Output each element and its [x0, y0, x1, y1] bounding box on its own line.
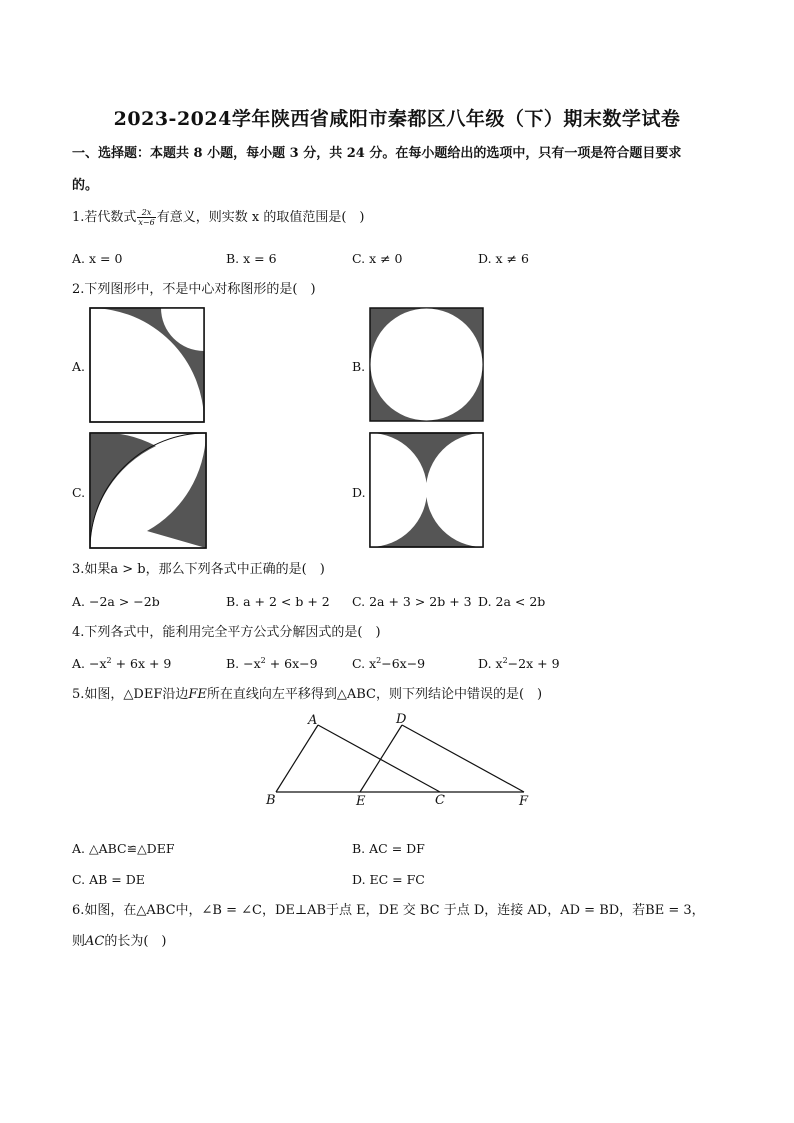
q4-b-pre: B. −x	[226, 656, 261, 671]
q5-option-c[interactable]: C. AB = DE	[72, 872, 145, 887]
q4-option-d[interactable]	[478, 656, 560, 671]
q5-label-a: A	[308, 713, 318, 728]
q4-a-post: + 6x + 9	[111, 656, 172, 671]
q2-figure-c[interactable]	[89, 432, 207, 549]
q4-c-pre: C. x	[352, 656, 377, 671]
q5-option-a[interactable]: A. △ABC≌△DEF	[72, 841, 175, 856]
q2-figure-a[interactable]	[89, 307, 206, 423]
q1-fraction	[137, 208, 155, 227]
q5-side-ab	[276, 725, 318, 792]
question-6-line1: 6.如图，在△ABC中，∠B = ∠C，DE⊥AB于点 E，DE 交 BC 于点 D，连接 AD，AD = BD，若BE = 3，	[72, 903, 705, 918]
q5-label-b: B	[266, 793, 276, 808]
q5-side-de	[360, 725, 402, 792]
q4-option-c[interactable]	[352, 656, 425, 671]
q4-b-exponent: 2	[260, 656, 266, 665]
q5-option-b[interactable]: B. AC = DF	[352, 841, 425, 856]
page-title: 2023-2024学年陕西省咸阳市秦都区八年级（下）期末数学试卷	[113, 108, 681, 130]
q2-option-b-label[interactable]: B.	[352, 359, 366, 374]
q5-side-df	[402, 725, 524, 792]
q5-label-f: F	[519, 794, 529, 809]
q4-option-b[interactable]	[226, 656, 318, 671]
q5-side-ac	[318, 725, 440, 792]
section-heading-line2: 的。	[72, 178, 99, 193]
q5-label-d: D	[396, 712, 407, 727]
q3-option-d[interactable]: D. 2a < 2b	[478, 594, 546, 609]
q2-option-a-label[interactable]: A.	[72, 359, 86, 374]
q4-d-post: −2x + 9	[507, 656, 560, 671]
question-5-stem	[72, 687, 542, 703]
q5-option-d[interactable]: D. EC = FC	[352, 872, 425, 887]
q1-fraction-numerator: 2x	[137, 208, 155, 218]
q5-stem-part1: 5.如图，△DEF沿边	[72, 687, 189, 702]
question-4-stem: 4.下列各式中，能利用完全平方公式分解因式的是( )	[72, 625, 381, 640]
q4-a-exponent: 2	[106, 656, 112, 665]
q4-d-exponent: 2	[502, 656, 508, 665]
question-2-stem: 2.下列图形中，不是中心对称图形的是( )	[72, 282, 316, 297]
q1-option-b[interactable]: B. x = 6	[226, 251, 277, 266]
q6-line2-part1: 则	[72, 934, 86, 949]
q1-suffix: 有意义，则实数 x 的取值范围是( )	[156, 210, 365, 225]
q4-c-post: −6x−9	[381, 656, 426, 671]
q2-option-c-label[interactable]: C.	[72, 485, 86, 500]
q4-c-exponent: 2	[376, 656, 382, 665]
q1-option-d[interactable]: D. x ≠ 6	[478, 251, 529, 266]
q5-stem-fe: FE	[188, 687, 207, 702]
q3-option-a[interactable]: A. −2a > −2b	[72, 594, 160, 609]
q6-line2-ac: AC	[85, 934, 105, 949]
q4-a-pre: A. −x	[72, 656, 107, 671]
question-3-stem: 3.如果a > b，那么下列各式中正确的是( )	[72, 562, 325, 577]
q2-figure-d[interactable]	[369, 432, 484, 548]
q5-stem-part2: 所在直线向左平移得到△ABC，则下列结论中错误的是( )	[206, 687, 543, 702]
q3-option-c[interactable]: C. 2a + 3 > 2b + 3	[352, 594, 472, 609]
q2-figure-b[interactable]	[369, 307, 484, 422]
q5-triangle-figure	[260, 708, 540, 810]
q3-option-b[interactable]: B. a + 2 < b + 2	[226, 594, 330, 609]
q2-option-d-label[interactable]: D.	[352, 485, 366, 500]
q4-option-a[interactable]	[72, 656, 171, 671]
question-1-stem	[72, 208, 364, 227]
q4-b-post: + 6x−9	[265, 656, 318, 671]
q1-option-c[interactable]: C. x ≠ 0	[352, 251, 403, 266]
q5-label-c: C	[435, 793, 445, 808]
section-heading-line1: 一、选择题：本题共 8 小题，每小题 3 分，共 24 分。在每小题给出的选项中，只有一项是符合题目要求	[72, 146, 682, 161]
q5-label-e: E	[356, 794, 366, 809]
q1-prefix: 1.若代数式	[72, 210, 137, 225]
question-6-line2	[72, 934, 167, 950]
q1-option-a[interactable]: A. x = 0	[72, 251, 123, 266]
q6-line2-part2: 的长为( )	[104, 934, 167, 949]
q4-d-pre: D. x	[478, 656, 503, 671]
q1-fraction-denominator: x−6	[138, 218, 155, 227]
